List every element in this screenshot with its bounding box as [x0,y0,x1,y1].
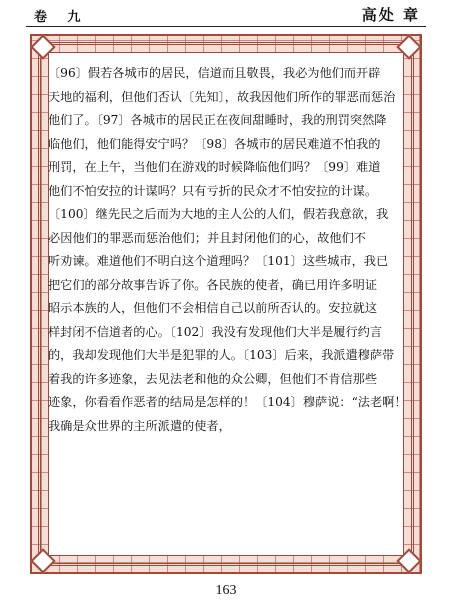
text-line: 听劝谏。难道他们不明白这个道理吗？〔101〕这些城市，我已 [48,254,389,268]
header-rule [26,26,426,27]
text-line: 昭示本族的人，但他们不会相信自己以前所否认的。安拉就这 [48,301,378,315]
text-line: 样封闭不信道者的心。〔102〕我没有发现他们大半是履行约言 [48,324,383,339]
text-line: 天地的福利，但他们否认〔先知〕，故我因他们所作的罪恶而惩治 [48,89,396,104]
text-line: 临他们，他们能得安宁吗？〔98〕各城市的居民难道不怕我的 [48,136,381,151]
text-line: 刑罚，在上午，当他们在游戏的时候降临他们吗？〔99〕难道 [48,160,381,174]
page-number: 163 [215,583,237,598]
text-line: 他们了。〔97〕各城市的居民正在夜间甜睡时，我的刑罚突然降 [48,113,387,127]
text-line: 〔96〕假若各城市的居民，信道而且敬畏，我必为他们而开辟 [48,66,381,80]
body-text [48,62,407,438]
text-line: 把它们的部分故事告诉了你。各民族的使者，确已用许多明证 [48,277,378,292]
chapter-title: 高处 章 [361,6,420,24]
text-line: 迹象，你看看作恶者的结局是怎样的！〔104〕穆萨说：“法老啊！ [48,395,407,409]
text-line: 他们不怕安拉的计谋吗？只有亏折的民众才不怕安拉的计谋。 [48,183,378,198]
text-line: 必因他们的罪恶而惩治他们；并且封闭他们的心，故他们不 [48,230,366,245]
text-line: 的，我却发现他们大半是犯罪的人。〔103〕后来，我派遣穆萨带 [48,348,395,362]
text-line: 我确是众世界的主所派遣的使者， [48,418,231,433]
chapter-volume-label: 卷 九 [34,10,89,25]
text-line: 着我的许多迹象，去见法老和他的众公卿，但他们不肯信那些 [48,371,378,386]
text-line: 〔100〕继先民之后而为大地的主人公的人们，假若我意欲，我 [48,207,389,221]
